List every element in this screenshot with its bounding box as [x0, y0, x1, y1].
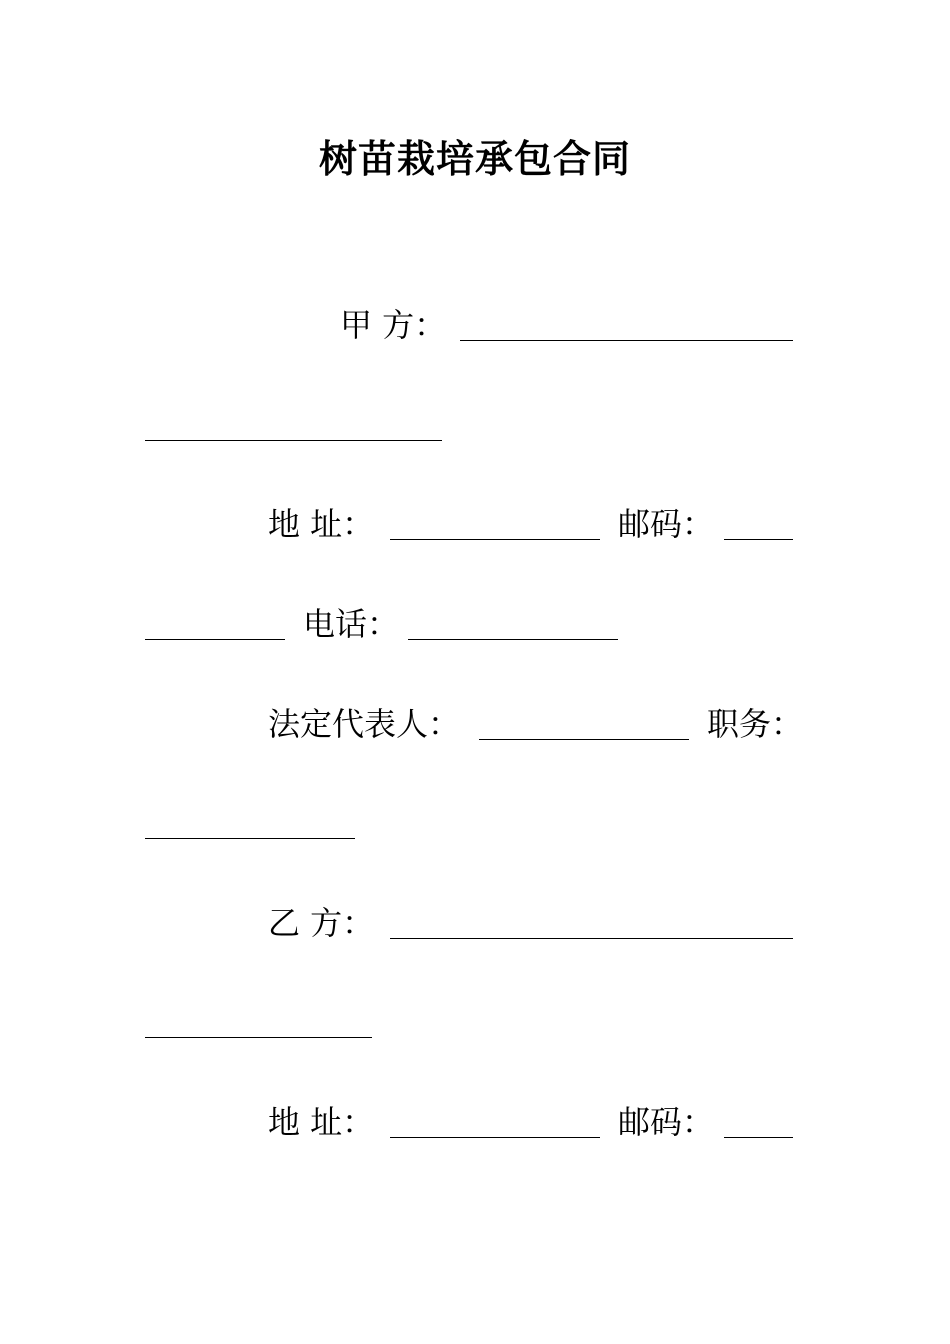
party-b-name-blank[interactable]: [390, 938, 793, 939]
party-b-address-label: 地 址：: [268, 1103, 375, 1141]
party-a-legal-rep-blank[interactable]: [479, 739, 689, 740]
party-a-postcode-blank-continued[interactable]: [145, 639, 285, 640]
party-b-postcode-blank[interactable]: [724, 1137, 793, 1138]
party-b-address-blank[interactable]: [390, 1137, 600, 1138]
party-a-position-label: 职务：: [707, 705, 804, 743]
party-a-legal-rep-label: 法定代表人：: [268, 705, 461, 743]
party-a-phone-blank[interactable]: [408, 639, 618, 640]
party-a-phone-label: 电话：: [303, 605, 400, 643]
party-a-name-blank[interactable]: [460, 340, 793, 341]
document-title: 树苗栽培承包合同: [318, 136, 631, 181]
party-b-postcode-label: 邮码：: [618, 1103, 715, 1141]
party-a-label: 甲 方：: [340, 306, 447, 344]
party-a-postcode-blank[interactable]: [724, 539, 793, 540]
party-a-name-blank-continued[interactable]: [145, 440, 442, 441]
party-b-label: 乙 方：: [268, 904, 375, 942]
party-a-address-blank[interactable]: [390, 539, 600, 540]
party-a-address-label: 地 址：: [268, 505, 375, 543]
party-a-postcode-label: 邮码：: [618, 505, 715, 543]
party-a-position-blank[interactable]: [145, 838, 355, 839]
party-b-name-blank-continued[interactable]: [145, 1037, 372, 1038]
